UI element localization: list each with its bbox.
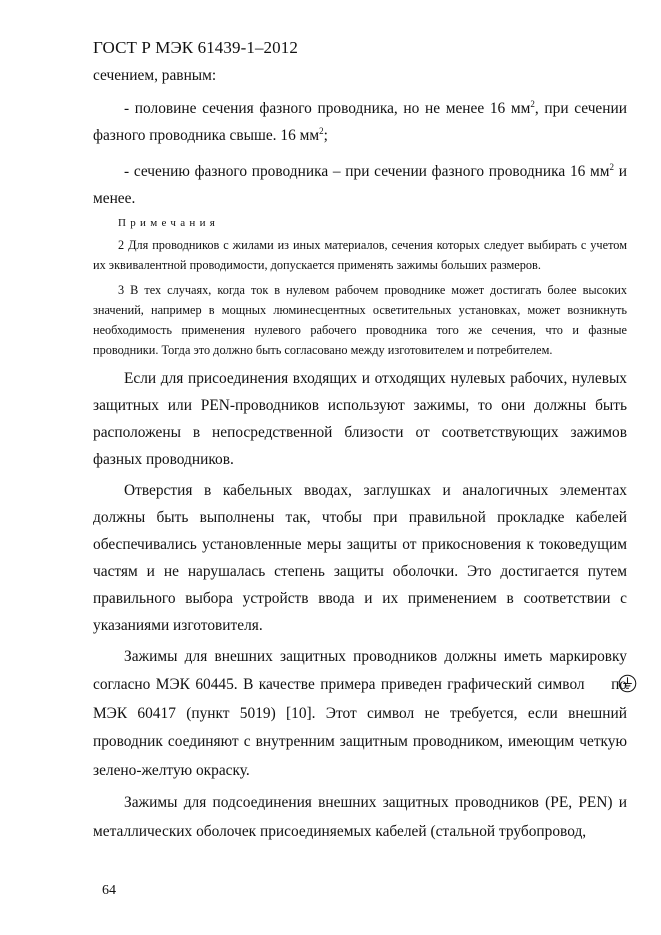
- notes-heading: Примечания: [118, 217, 220, 229]
- paragraph-intro: сечением, равным:: [93, 67, 217, 84]
- paragraph-neutral-terminals: Если для присоединения входящих и отходящих нулевых рабочих, нулевых защитных или PEN-проводников используют зажимы, то они должны быть расположены в непосредственной близости от соответствующих зажимов фазных проводников.: [93, 369, 627, 468]
- text-segment: ;: [323, 127, 328, 144]
- superscript: 2: [609, 161, 615, 172]
- paragraph-protective-marking: [93, 643, 627, 786]
- paragraph-half-section: [93, 95, 627, 149]
- paragraph-terminals-pe-pen: Зажимы для подсоединения внешних защитных проводников (PE, PEN) и металлических оболочек присоединяемых кабелей (стальной трубопровод,: [93, 794, 627, 840]
- page-number: 64: [102, 883, 116, 898]
- note-2: 2 Для проводников с жилами из иных материалов, сечения которых следует выбирать с учетом их эквивалентной проводимости, допускается применять зажимы больших размеров.: [93, 238, 627, 273]
- text-segment: и менее.: [93, 163, 627, 207]
- superscript: 2: [319, 125, 324, 136]
- protective-earth-icon: [587, 674, 606, 693]
- paragraph-phase-section: [93, 158, 627, 212]
- text-segment: по МЭК 60417 (пункт 5019) [10]. Этот символ не требуется, если внешний проводник соединяют с внутренним защитным проводником, имеющим четкую зелено-желтую окраску.: [93, 676, 627, 779]
- superscript: 2: [530, 98, 535, 109]
- paragraph-cable-entries: Отверстия в кабельных вводах, заглушках и аналогичных элементах должны быть выполнены так, чтобы при правильной прокладке кабелей обеспечивались установленные меры защиты от прикосновения к токоведущим частям и не нарушалась степень защиты оболочки. Это достигается путем правильного выбора устройств ввода и их применением в соответствии с указаниями изготовителя.: [93, 481, 627, 634]
- document-header: ГОСТ Р МЭК 61439-1–2012: [93, 38, 298, 57]
- text-segment: , при сечении фазного проводника свыше. 16 мм: [93, 100, 627, 144]
- text-segment: - сечению фазного проводника – при сечении фазного проводника 16 мм: [124, 163, 610, 180]
- body-text: [93, 62, 627, 846]
- text-segment: - половине сечения фазного проводника, но не менее 16 мм: [124, 100, 531, 117]
- note-3: 3 В тех случаях, когда ток в нулевом рабочем проводнике может достигать более высоких значений, например в мощных люминесцентных осветительных установках, может возникнуть необходимость применения нулевого рабочего проводника того же сечения, что и фазные проводники. Тогда это должно быть согласовано между изготовителем и потребителем.: [93, 282, 627, 358]
- text-segment: Зажимы для внешних защитных проводников должны иметь маркировку согласно МЭК 60445. В качестве примера приведен графический символ: [93, 647, 627, 694]
